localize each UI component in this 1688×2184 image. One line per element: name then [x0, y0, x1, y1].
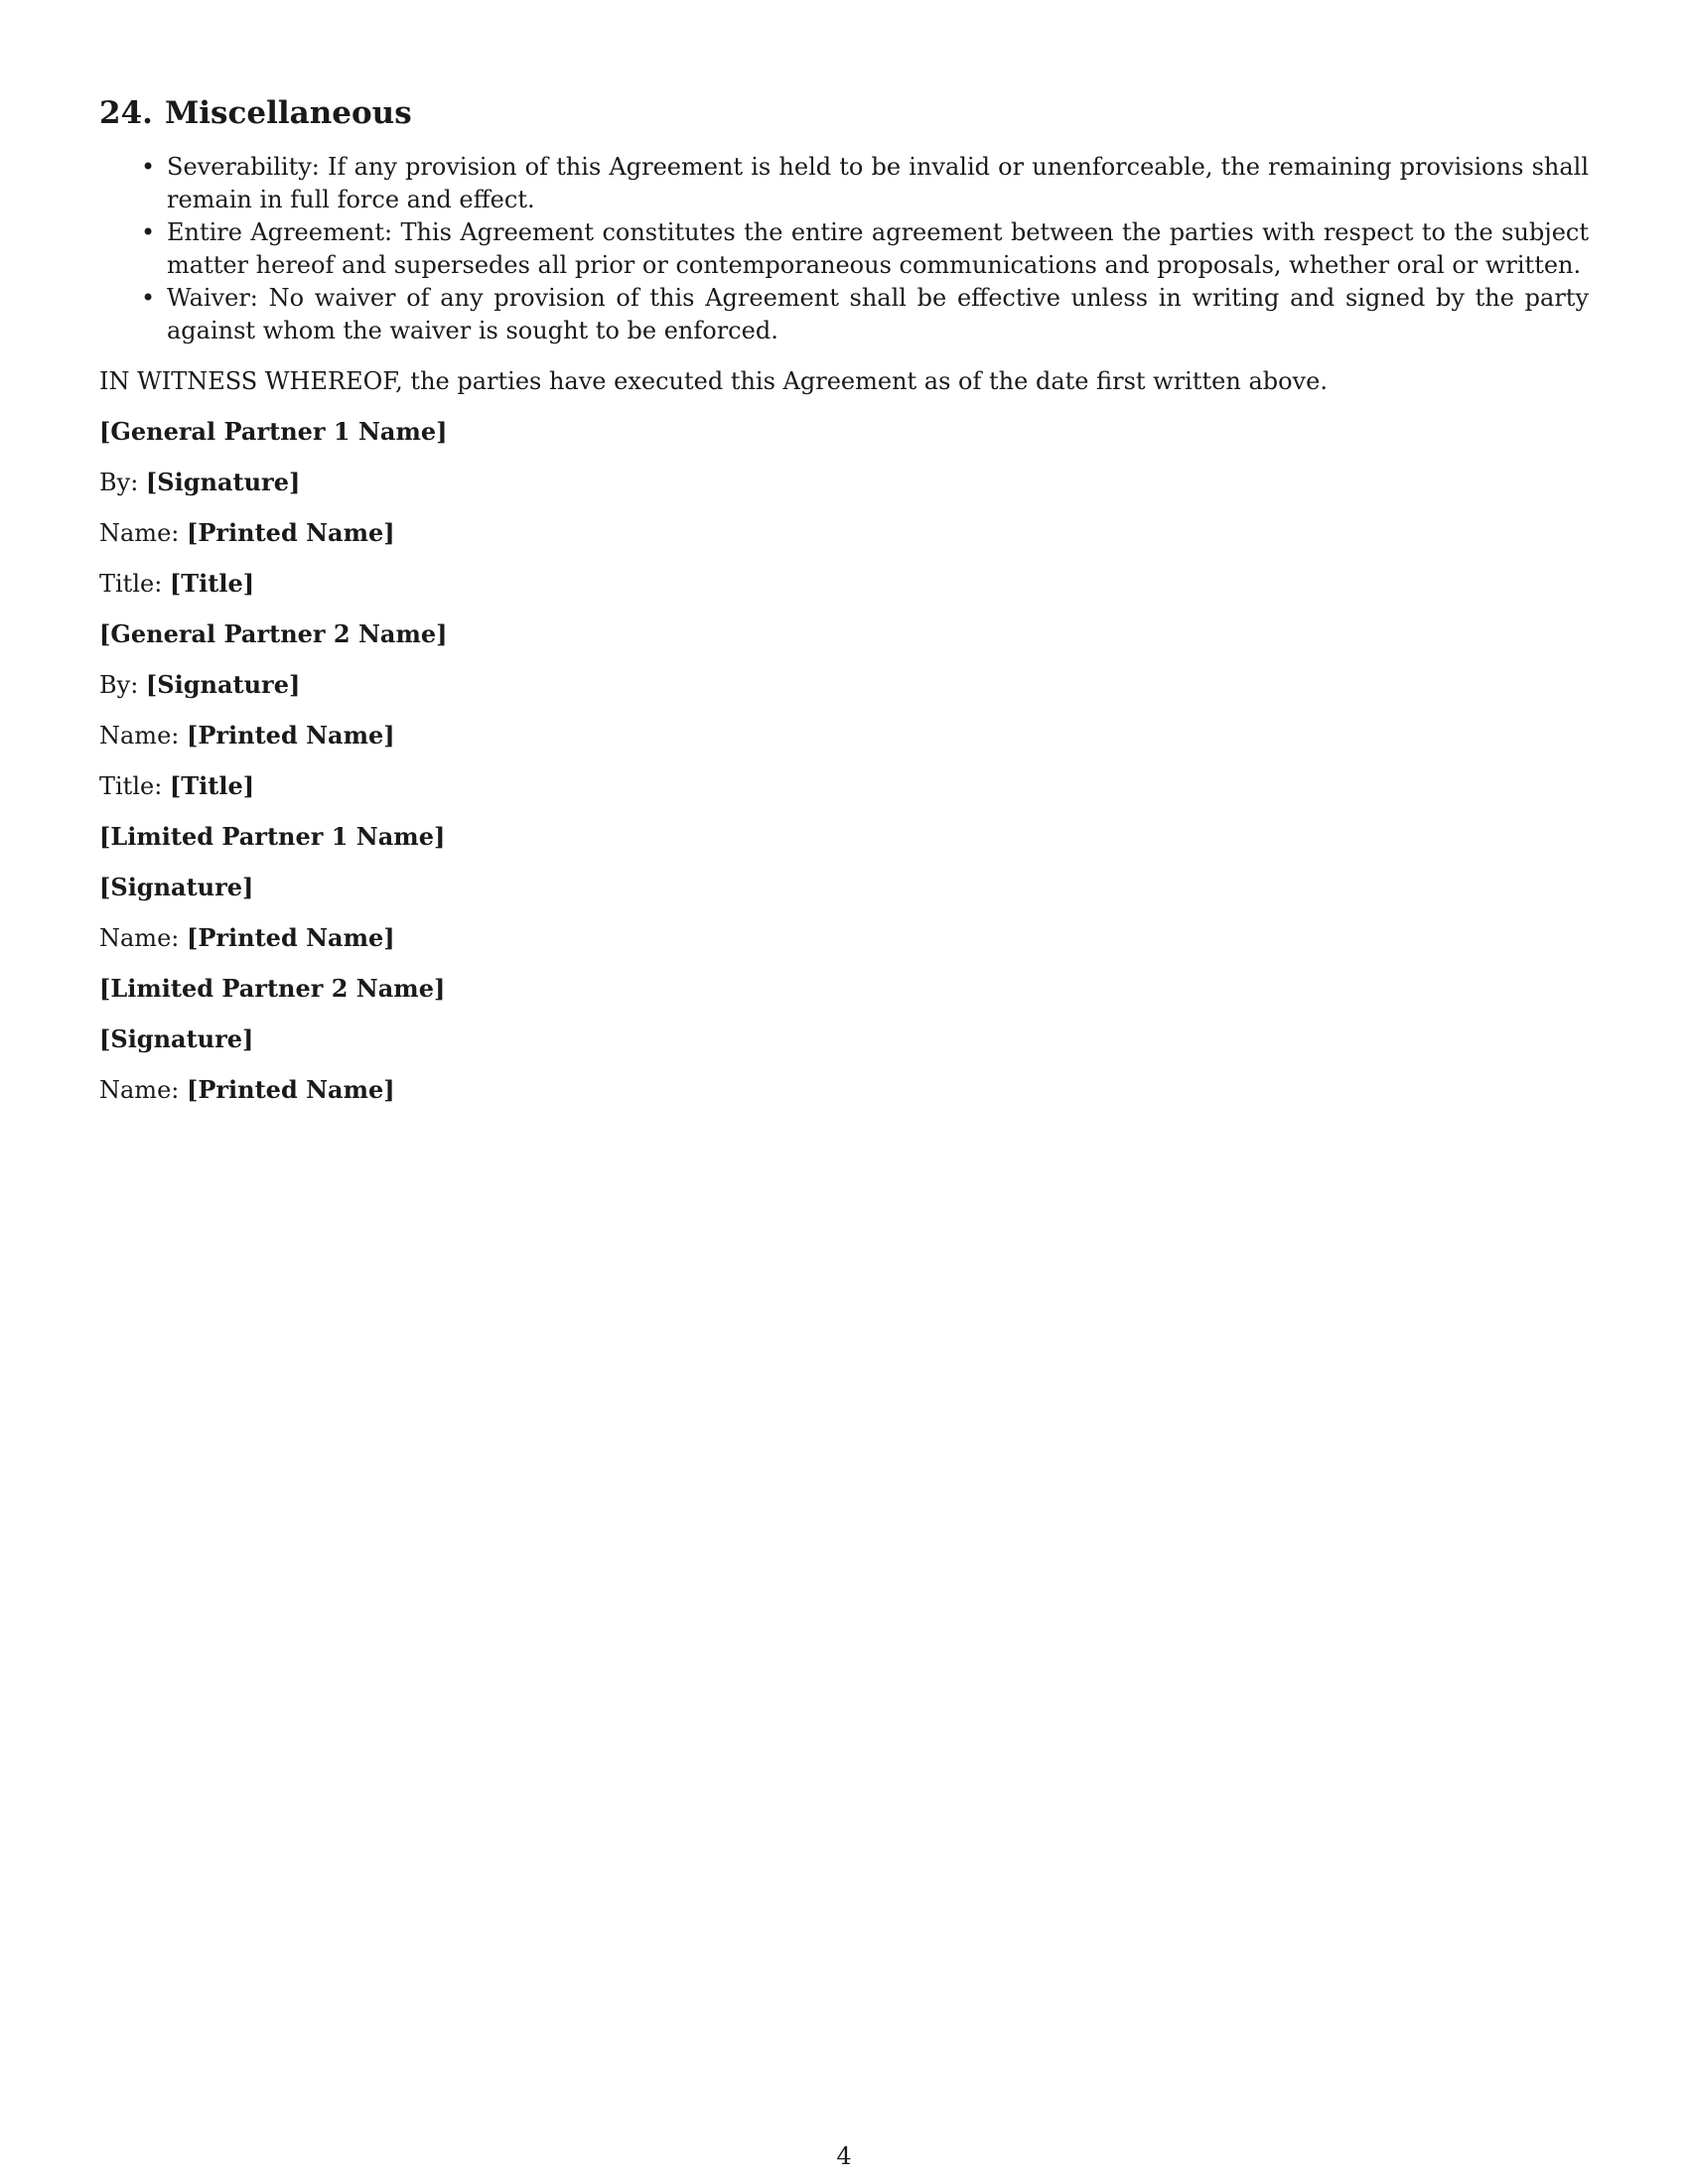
list-item-severability [141, 151, 1589, 216]
gp1-printed-name-placeholder: [Printed Name] [186, 518, 395, 547]
list-item-entire-agreement [141, 216, 1589, 282]
gp2-name: [General Partner 2 Name] [99, 619, 448, 648]
gp2-by-line [99, 668, 1589, 702]
name-label: Name: [99, 722, 187, 750]
lp2-signature-line [99, 1023, 1589, 1056]
lp2-printed-name-line [99, 1073, 1589, 1107]
section-heading [99, 93, 1589, 133]
by-label: By: [99, 469, 146, 496]
lp1-printed-name-placeholder: [Printed Name] [186, 923, 395, 952]
gp2-signature-placeholder: [Signature] [145, 670, 301, 699]
lp2-name-line [99, 972, 1589, 1006]
name-label: Name: [99, 924, 187, 952]
lp2-name: [Limited Partner 2 Name] [99, 974, 446, 1003]
miscellaneous-list [99, 151, 1589, 347]
gp1-printed-name-line [99, 516, 1589, 550]
lp1-signature-line [99, 871, 1589, 904]
lp1-name-line [99, 820, 1589, 854]
title-label: Title: [99, 772, 170, 800]
name-label: Name: [99, 1076, 187, 1104]
gp2-printed-name-placeholder: [Printed Name] [186, 721, 395, 750]
gp2-title-line [99, 769, 1589, 803]
list-item-waiver [141, 282, 1589, 347]
section-title: Miscellaneous [164, 95, 412, 131]
gp1-title-placeholder: [Title] [169, 569, 255, 598]
page-number: 4 [836, 2142, 852, 2170]
gp2-printed-name-line [99, 719, 1589, 752]
list-item-text: Waiver: No waiver of any provision of this Agreement shall be effective unless in writing and signed by the party against whom the waiver is sought to be enforced. [167, 284, 1589, 344]
title-label: Title: [99, 570, 170, 598]
gp1-name-line [99, 415, 1589, 449]
lp2-printed-name-placeholder: [Printed Name] [186, 1075, 395, 1104]
gp2-name-line [99, 617, 1589, 651]
name-label: Name: [99, 519, 187, 547]
bullet-icon: • [141, 284, 156, 312]
document-page [99, 93, 1589, 1124]
bullet-icon: • [141, 218, 156, 246]
gp1-title-line [99, 567, 1589, 601]
gp2-title-placeholder: [Title] [169, 771, 255, 800]
section-number: 24. [99, 95, 153, 131]
lp1-signature-placeholder: [Signature] [99, 873, 254, 901]
list-item-text: Entire Agreement: This Agreement constitutes the entire agreement between the parties with respect to the subject matter hereof and supersedes all prior or contemporaneous communications and proposals, whether oral or written. [167, 218, 1589, 279]
gp1-signature-placeholder: [Signature] [145, 468, 301, 496]
gp1-name: [General Partner 1 Name] [99, 417, 448, 446]
list-item-text: Severability: If any provision of this Agreement is held to be invalid or unenforceable, the remaining provisions shall remain in full force and effect. [167, 153, 1589, 213]
lp1-printed-name-line [99, 921, 1589, 955]
gp1-by-line [99, 466, 1589, 499]
witness-clause: IN WITNESS WHEREOF, the parties have executed this Agreement as of the date first written above. [99, 367, 1328, 395]
lp1-name: [Limited Partner 1 Name] [99, 822, 446, 851]
lp2-signature-placeholder: [Signature] [99, 1024, 254, 1053]
by-label: By: [99, 671, 146, 699]
bullet-icon: • [141, 153, 156, 181]
